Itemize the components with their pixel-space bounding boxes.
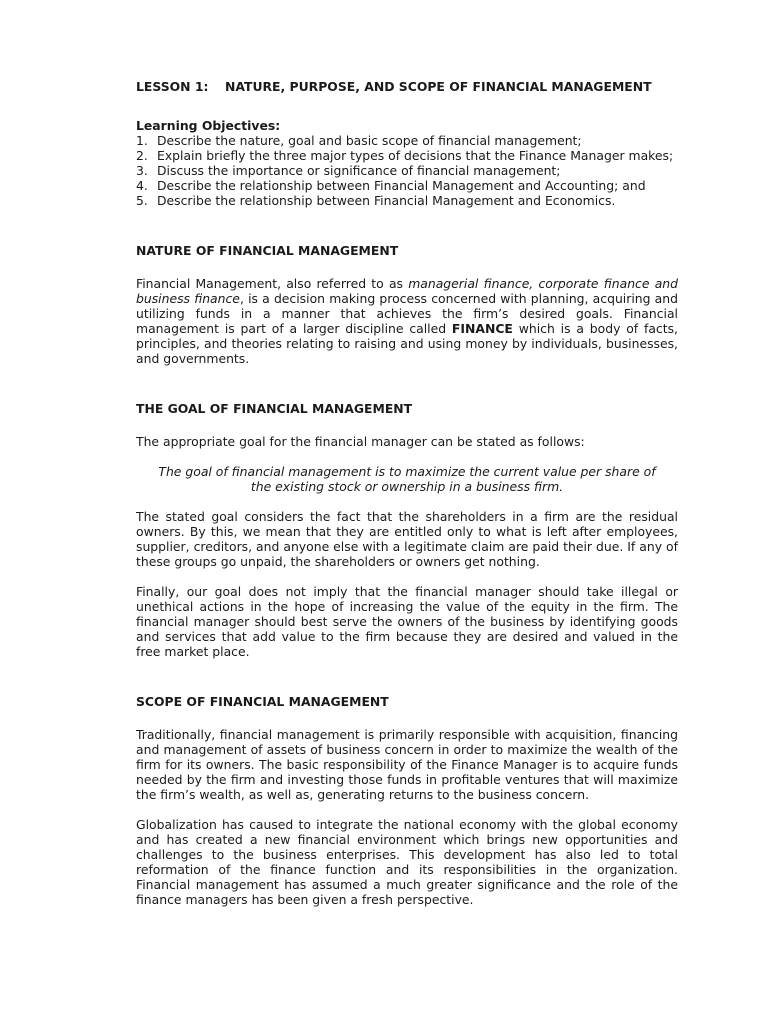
objectives-list bbox=[136, 133, 678, 208]
item-number: 4. bbox=[136, 178, 148, 193]
goal-heading: THE GOAL OF FINANCIAL MANAGEMENT bbox=[136, 401, 413, 416]
item-text: Describe the relationship between Financial Management and Accounting; and bbox=[157, 178, 646, 193]
goal-quote bbox=[136, 464, 678, 494]
item-number: 5. bbox=[136, 193, 148, 208]
goal-intro: The appropriate goal for the financial manager can be stated as follows: bbox=[136, 434, 585, 449]
goal-paragraph-2: The stated goal considers the fact that the shareholders in a firm are the residual owners. By this, we mean that they are entitled only to what is left after employees, supplier, creditors, and anyone else with a legitimate claim are paid their due. If any of these groups go unpaid, the shareholders or owners get nothing. bbox=[136, 509, 678, 569]
goal-paragraph-3: Finally, our goal does not imply that the financial manager should take illegal or unethical actions in the hope of increasing the value of the equity in the firm. The financial manager should best serve the owners of the business by identifying goods and services that add value to the firm because they are desired and valued in the free market place. bbox=[136, 584, 678, 659]
quote-line: the existing stock or ownership in a business firm. bbox=[250, 479, 564, 494]
item-number: 3. bbox=[136, 163, 148, 178]
text-run: which is a body of facts, principles, and theories relating to raising and using money by individuals, businesses, and governments. bbox=[136, 321, 678, 366]
nature-heading: NATURE OF FINANCIAL MANAGEMENT bbox=[136, 243, 399, 258]
learning-objectives bbox=[136, 118, 678, 208]
scope-heading: SCOPE OF FINANCIAL MANAGEMENT bbox=[136, 694, 389, 709]
scope-paragraph-1: Traditionally, financial management is primarily responsible with acquisition, financing and management of assets of business concern in order to maximize the wealth of the firm for its owners. The basic responsibility of the Finance Manager is to acquire funds needed by the firm and investing those funds in profitable ventures that will maximize the firm’s wealth, as well as, generating returns to the business concern. bbox=[136, 727, 678, 802]
objectives-heading: Learning Objectives: bbox=[136, 118, 281, 133]
lesson-number: LESSON 1: bbox=[136, 79, 209, 94]
lesson-title bbox=[136, 79, 678, 94]
quote-line: The goal of financial management is to maximize the current value per share of bbox=[158, 464, 656, 479]
scope-paragraph-2: Globalization has caused to integrate the national economy with the global economy and has created a new financial environment which brings new opportunities and challenges to the business enterprises. This development has also led to total reformation of the finance function and its responsibilities in the organization. Financial management has assumed a much greater significance and the role of the finance managers has been given a fresh perspective. bbox=[136, 817, 678, 907]
item-number: 2. bbox=[136, 148, 148, 163]
nature-paragraph bbox=[136, 276, 678, 366]
item-text: Describe the nature, goal and basic scope of financial management; bbox=[157, 133, 582, 148]
item-number: 1. bbox=[136, 133, 148, 148]
text-run: Financial Management, also referred to as bbox=[136, 276, 409, 291]
strong-text: FINANCE bbox=[451, 321, 513, 336]
list-item bbox=[136, 193, 678, 208]
list-item bbox=[136, 148, 678, 163]
lesson-heading: NATURE, PURPOSE, AND SCOPE OF FINANCIAL MANAGEMENT bbox=[225, 79, 652, 94]
list-item bbox=[136, 133, 678, 148]
item-text: Describe the relationship between Financial Management and Economics. bbox=[157, 193, 616, 208]
item-text: Explain briefly the three major types of decisions that the Finance Manager makes; bbox=[157, 148, 674, 163]
list-item bbox=[136, 163, 678, 178]
text-run: , is a decision making process concerned with planning, acquiring and utilizing funds in a manner that achieves the firm’s desired goals. Financial management is part of a larger discipline called bbox=[136, 291, 678, 336]
item-text: Discuss the importance or significance of financial management; bbox=[157, 163, 561, 178]
list-item bbox=[136, 178, 678, 193]
emphasis-text: managerial finance, corporate finance and business finance bbox=[136, 276, 678, 306]
